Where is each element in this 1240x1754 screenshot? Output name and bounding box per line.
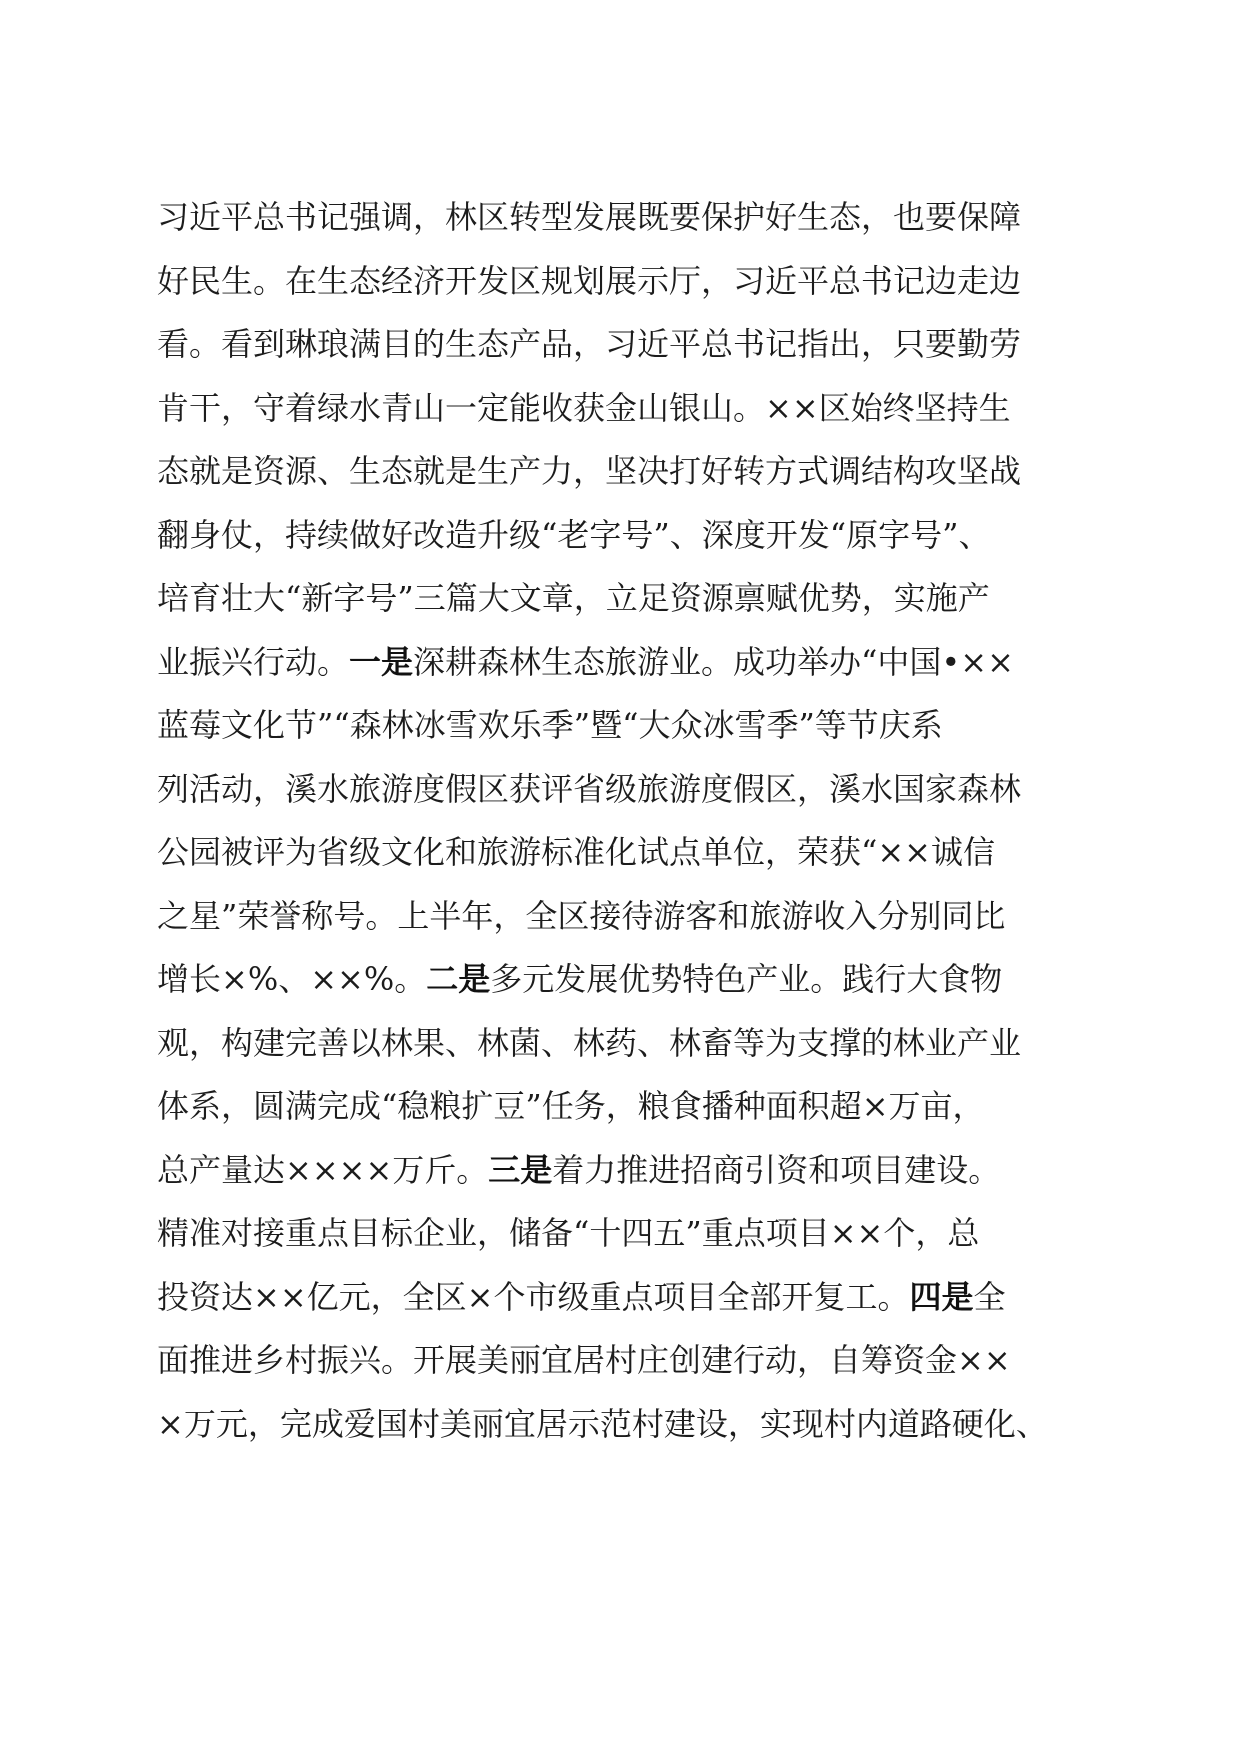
text-line <box>157 758 1087 822</box>
text-line <box>157 631 1087 695</box>
text-line <box>157 377 1087 441</box>
line-text: 好民生。在生态经济开发区规划展示厅，习近平总书记边走边 <box>157 261 1022 300</box>
line-text: 深耕森林生态旅游业。成功举办“中国•×× <box>413 642 1014 681</box>
line-text: 投资达××亿元，全区×个市级重点项目全部开复工。 <box>157 1277 910 1316</box>
text-line <box>157 821 1087 885</box>
body-paragraph <box>157 186 1087 1456</box>
text-line <box>157 1266 1087 1330</box>
text-line <box>157 567 1087 631</box>
text-line <box>157 504 1087 568</box>
bold-marker: 四是 <box>909 1277 974 1316</box>
text-line <box>157 1329 1087 1393</box>
line-text: 肯干，守着绿水青山一定能收获金山银山。××区始终坚持生 <box>157 388 1011 427</box>
text-line <box>157 1393 1087 1457</box>
line-text: 翻身仗，持续做好改造升级“老字号”、深度开发“原字号”、 <box>157 515 991 554</box>
line-text: 培育壮大“新字号”三篇大文章，立足资源禀赋优势，实施产 <box>157 579 990 617</box>
text-line <box>157 1139 1087 1203</box>
bold-marker: 三是 <box>488 1150 553 1189</box>
line-text: 蓝莓文化节”“森林冰雪欢乐季”暨“大众冰雪季”等节庆系 <box>157 706 943 744</box>
bold-marker: 一是 <box>349 642 414 681</box>
line-text: 总产量达××××万斤。 <box>157 1150 489 1189</box>
line-text: 多元发展优势特色产业。践行大食物 <box>490 960 1003 998</box>
line-text: 之星”荣誉称号。上半年，全区接待游客和旅游收入分别同比 <box>157 896 1006 935</box>
line-text: 全 <box>973 1277 1006 1316</box>
line-text: 体系，圆满完成“稳粮扩豆”任务，粮食播种面积超×万亩， <box>157 1087 985 1125</box>
line-text: 习近平总书记强调，林区转型发展既要保护好生态，也要保障 <box>157 198 1022 236</box>
line-text: 公园被评为省级文化和旅游标准化试点单位，荣获“××诚信 <box>157 833 995 871</box>
line-text: ×万元，完成爱国村美丽宜居示范村建设，实现村内道路硬化、 <box>157 1404 1048 1443</box>
text-line <box>157 186 1087 250</box>
line-text: 着力推进招商引资和项目建设。 <box>552 1150 1001 1189</box>
text-line <box>157 440 1087 504</box>
text-line <box>157 1012 1087 1076</box>
line-text: 看。看到琳琅满目的生态产品，习近平总书记指出，只要勤劳 <box>157 325 1022 363</box>
bold-marker: 二是 <box>426 960 491 998</box>
line-text: 观，构建完善以林果、林菌、林药、林畜等为支撑的林业产业 <box>157 1023 1022 1062</box>
line-text: 面推进乡村振兴。开展美丽宜居村庄创建行动，自筹资金×× <box>157 1341 1011 1379</box>
text-line <box>157 885 1087 949</box>
text-line <box>157 313 1087 377</box>
text-line <box>157 1202 1087 1266</box>
text-line <box>157 250 1087 314</box>
line-text: 精准对接重点目标企业，储备“十四五”重点项目××个，总 <box>157 1214 980 1252</box>
text-line <box>157 1075 1087 1139</box>
text-line <box>157 694 1087 758</box>
line-text: 列活动，溪水旅游度假区获评省级旅游度假区，溪水国家森林 <box>157 769 1022 808</box>
line-text: 态就是资源、生态就是生产力，坚决打好转方式调结构攻坚战 <box>157 452 1022 490</box>
text-line <box>157 948 1087 1012</box>
line-text: 业振兴行动。 <box>157 642 350 681</box>
line-text: 增长×%、××%。 <box>157 960 427 998</box>
